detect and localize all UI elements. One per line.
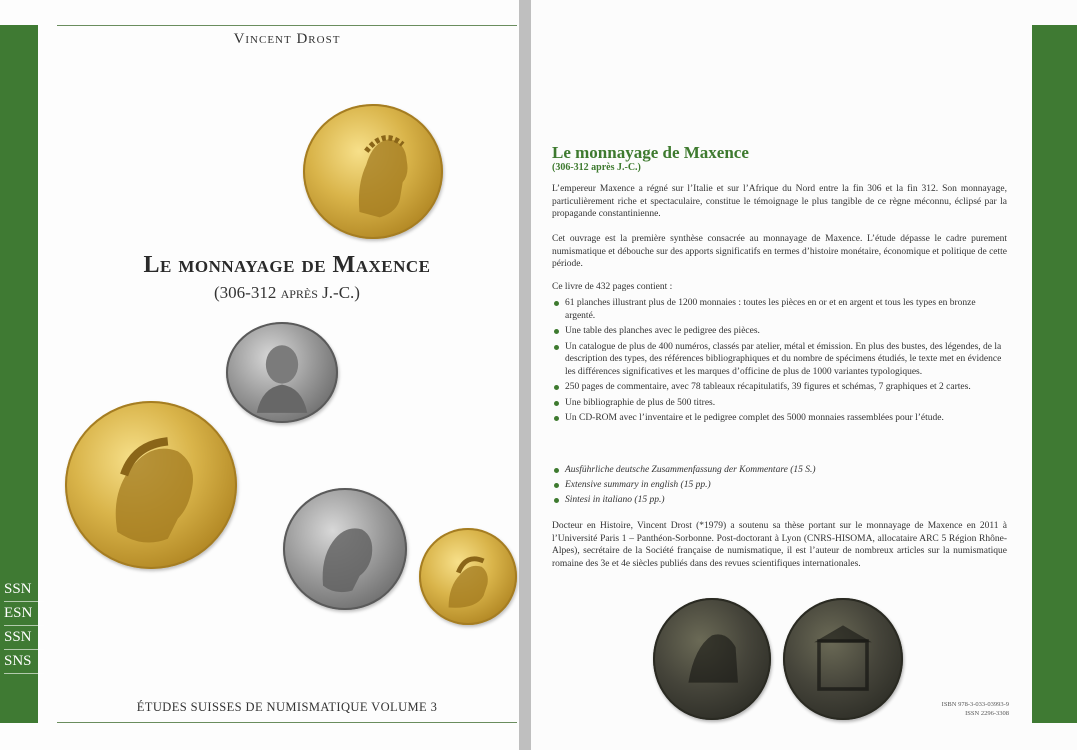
list-item: Une table des planches avec le pedigree des pièces. (552, 325, 1007, 338)
isbn-block (929, 700, 1009, 718)
contents-list (552, 297, 1007, 428)
back-cover (531, 0, 1077, 750)
bronze-coin-reverse-temple (783, 598, 903, 720)
series-abbr: SNS (4, 650, 44, 674)
list-item: 250 pages de commentaire, avec 78 tableaux récapitulatifs, 39 figures et schémas, 7 graphiques et 2 cartes. (552, 381, 1007, 394)
top-rule (57, 25, 517, 26)
series-title: ÉTUDES SUISSES DE NUMISMATIQUE VOLUME 3 (136, 700, 438, 714)
series-abbr: SSN (4, 578, 44, 602)
cover-subtitle: (306-312 après J.-C.) (214, 283, 360, 302)
summary-languages-list (552, 464, 1007, 509)
silver-coin-laureate-bust (283, 488, 407, 610)
list-item: Une bibliographie de plus de 500 titres. (552, 397, 1007, 410)
spine-gap (519, 0, 531, 750)
list-item: Extensive summary in english (15 pp.) (552, 479, 1007, 492)
list-item: Un CD-ROM avec l’inventaire et le pedigree complet des 5000 monnaies rassemblées pour l’étude. (552, 412, 1007, 425)
series-abbr: SSN (4, 626, 44, 650)
study-paragraph: Cet ouvrage est la première synthèse consacrée au monnayage de Maxence. L’étude dépasse le cadre purement numismatique et débouche sur des apports significatifs en termes d’histoire monétaire, économique et politique de cette période. (552, 234, 1007, 269)
intro-paragraph: L’empereur Maxence a régné sur l’Italie et sur l’Afrique du Nord entre la fin 306 et la fin 312. Son monnayage, particulièrement riche et spectaculaire, constitue le témoignage le plus tangible de ce règne méconnu, éclipsé par la propagande constantinienne. (552, 184, 1007, 219)
author-name: Vincent Drost (233, 31, 341, 47)
author-bio-paragraph: Docteur en Histoire, Vincent Drost (*1979) a soutenu sa thèse portant sur le monnayage de Maxence en 2011 à l’Université Paris 1 – Panthéon-Sorbonne. Post-doctorant à Lyon (CNRS-HISOMA, allocataire ARC 5 Région Rhône-Alpes), secrétaire de la Société française de numismatique, il est l’auteur de nombreux articles sur la numismatique romaine des 3e et 4e siècles publiés dans des revues scientifiques internationales. (552, 521, 1007, 569)
large-gold-coin-lion-skin-bust (65, 401, 237, 569)
list-item: Ausführliche deutsche Zusammenfassung der Kommentare (15 S.) (552, 464, 1007, 477)
cover-title: Le monnayage de Maxence (143, 252, 431, 278)
small-gold-coin-helmeted-bust (419, 528, 517, 625)
series-abbr: ESN (4, 602, 44, 626)
green-side-band (1032, 25, 1077, 723)
silver-coin-facing-bust (226, 322, 338, 423)
bottom-rule (57, 722, 517, 723)
isbn-number: ISBN 978-3-033-03993-9 (941, 701, 1009, 708)
contents-heading: Ce livre de 432 pages contient : (552, 282, 673, 292)
back-subtitle: (306-312 après J.-C.) (552, 162, 641, 173)
series-abbreviations (4, 578, 44, 674)
issn-number: ISSN 2296-3308 (965, 710, 1009, 717)
list-item: Un catalogue de plus de 400 numéros, classés par atelier, métal et émission. En plus des bustes, des légendes, de la description des types, des références bibliographiques et du nombre de spécimens étudiés, le texte met en évidence les différences significatives et les marques d’officine de plus de 1000 variantes typologiques. (552, 341, 1007, 379)
bronze-coin-obverse (653, 598, 771, 720)
list-item: 61 planches illustrant plus de 1200 monnaies : toutes les pièces en or et en argent et tous les types en bronze argenté. (552, 297, 1007, 322)
front-cover (0, 0, 519, 750)
list-item: Sintesi in italiano (15 pp.) (552, 494, 1007, 507)
back-title: Le monnayage de Maxence (552, 143, 749, 162)
gold-coin-portrait-radiate (303, 104, 443, 239)
